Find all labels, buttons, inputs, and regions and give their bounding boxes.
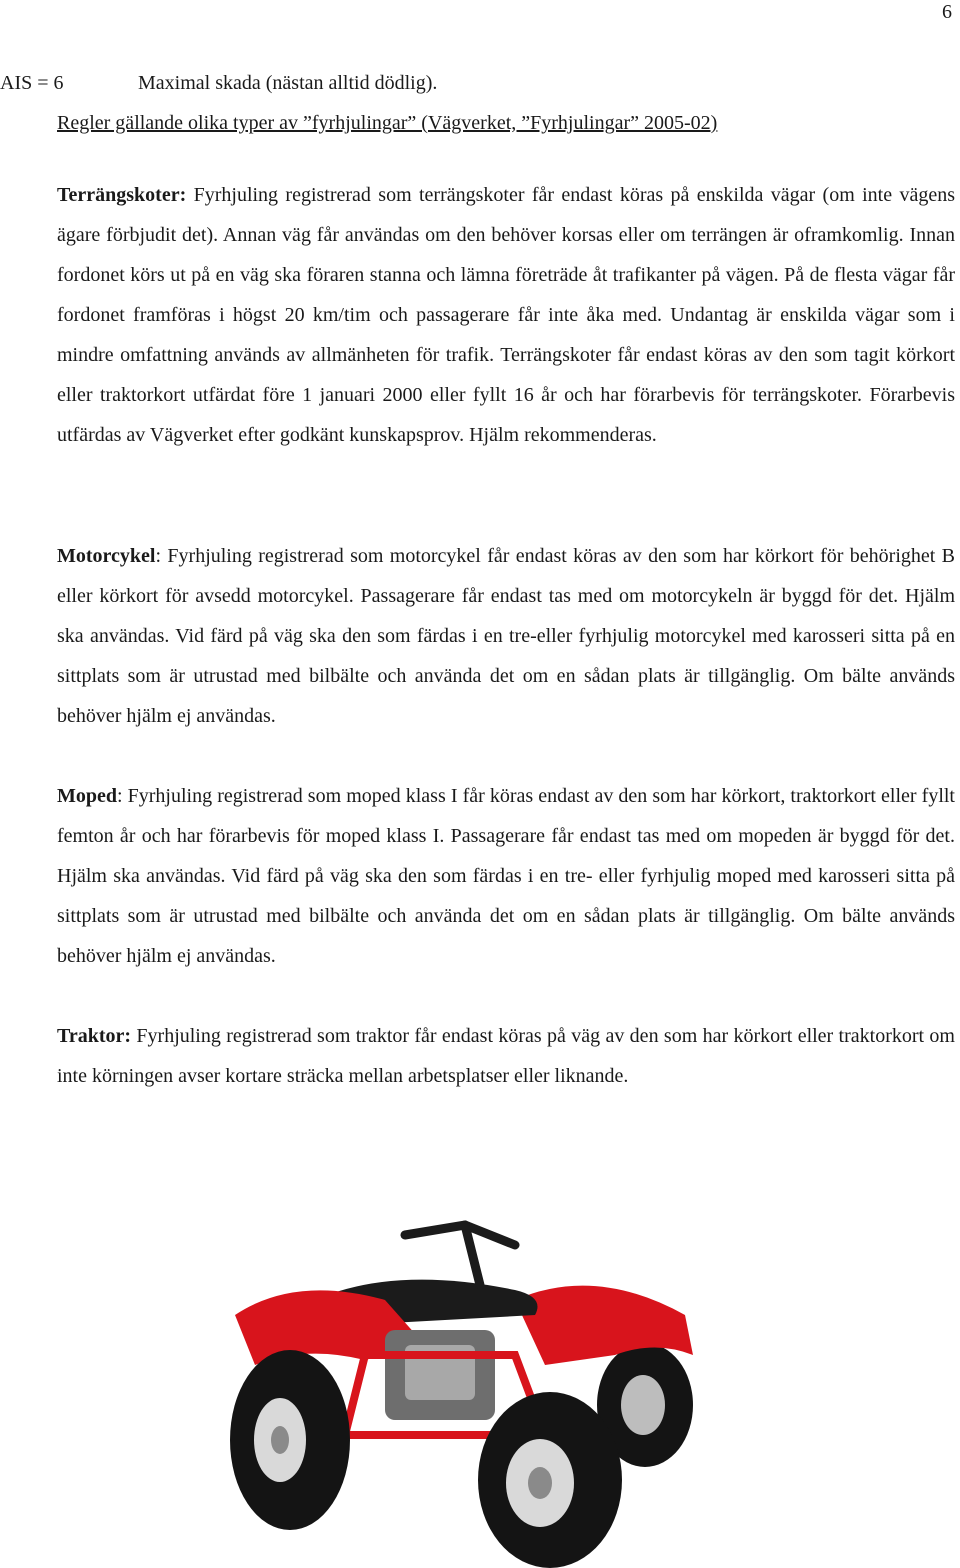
section-moped: [57, 776, 955, 976]
regulations-heading: Regler gällande olika typer av ”fyrhjulingar” (Vägverket, ”Fyrhjulingar” 2005-02): [57, 112, 718, 134]
section-term: Motorcykel: [57, 545, 156, 567]
ais-description: Maximal skada (nästan alltid dödlig).: [138, 72, 438, 94]
page-number: 6: [942, 1, 952, 23]
section-term: Traktor:: [57, 1025, 132, 1047]
atv-photo: [215, 1205, 715, 1568]
rear-tire: [478, 1392, 622, 1568]
section-text: Fyrhjuling registrerad som traktor får endast köras på väg av den som har körkort eller traktorkort om inte körningen avser kortare sträcka mellan arbetsplatser eller liknande.: [57, 1025, 955, 1087]
ais-line: [0, 70, 437, 96]
section-text: : Fyrhjuling registrerad som motorcykel får endast köras av den som har körkort för behörighet B eller körkort för avsedd motorcykel. Passagerare får endast tas med om motorcykeln är byggd för det. Hjälm ska användas. Vid färd på väg ska den som färdas i en tre-eller fyrhjulig motorcykel med karosseri sitta på en sittplats som är utrustad med bilbälte och använda det om en sådan plats är tillgänglig. Om bälte används behöver hjälm ej användas.: [57, 545, 955, 727]
section-text: : Fyrhjuling registrerad som moped klass I får köras endast av den som har körkort, traktorkort eller fyllt femton år och har förarbevis för moped klass I. Passagerare får endast tas med om mopeden är byggd för det. Hjälm ska användas. Vid färd på väg ska den som färdas i en tre- eller fyrhjulig moped med karosseri sitta på sittplats som är utrustad med bilbälte och använda det om en sådan plats är tillgänglig. Om bälte används behöver hjälm ej användas.: [57, 785, 955, 967]
handlebar: [405, 1225, 515, 1285]
section-text: Fyrhjuling registrerad som terrängskoter får endast köras på enskilda vägar (om inte vägens ägare förbjudit det). Annan väg får användas om den behöver korsas eller om terrängen är oframkomlig. Innan fordonet körs ut på en väg ska föraren stanna och lämna företräde åt trafikanter på vägen. På de flesta vägar får fordonet framföras i högst 20 km/tim och passagerare får inte åka med. Undantag är enskilda vägar som i mindre omfattning används av allmänheten för trafik. Terrängskoter får endast köras av den som tagit körkort eller traktorkort utfärdat före 1 januari 2000 eller fyllt 16 år och har förarbevis för terrängskoter. Förarbevis utfärdas av Vägverket efter godkänt kunskapsprov. Hjälm rekommenderas.: [57, 184, 955, 446]
section-terrangskoter: [57, 175, 955, 455]
ais-label: AIS = 6: [0, 72, 64, 94]
section-motorcykel: [57, 536, 955, 736]
section-term: Terrängskoter:: [57, 184, 187, 206]
front-tire: [230, 1350, 350, 1530]
section-traktor: [57, 1016, 955, 1096]
section-term: Moped: [57, 785, 117, 807]
